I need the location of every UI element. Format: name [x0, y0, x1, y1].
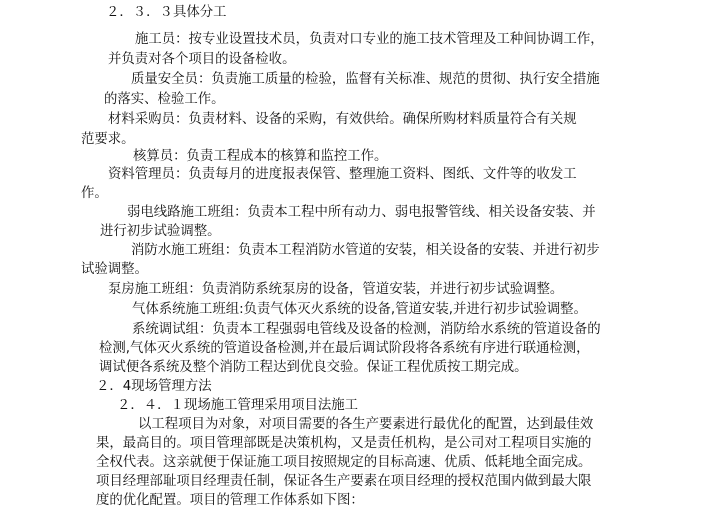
pump-room-team-line-1: 泵房施工班组：负责消防系统泵房的设备，管道安装，并进行初步试验调整。	[108, 282, 564, 297]
gas-system-team-line-1: 气体系统施工班组:负责气体灭火系统的设备,管道安装,并进行初步试验调整。	[132, 302, 587, 317]
quality-safety-line-2: 的落实、检验工作。	[104, 92, 225, 107]
commissioning-team-line-3: 调试便各系统及整个消防工程达到优良交验。保证工程优质按工期完成。	[99, 360, 528, 375]
accountant-line-1: 核算员：负责工程成本的核算和监控工作。	[133, 149, 388, 164]
weak-current-team-line-1: 弱电线路施工班组：负责本工程中所有动力、弱电报警管线、相关设备安装、并	[127, 205, 596, 220]
fire-water-team-line-2: 试验调整。	[81, 262, 148, 277]
document-manager-line-1: 资料管理员：负责每月的进度报表保管、整理施工资料、图纸、文件等的收发工	[108, 167, 577, 182]
project-method-line-5: 度的优化配置。项目的管理工作体系如下图：	[96, 493, 364, 508]
section-heading-2-4: ２．4现场管理方法	[96, 379, 212, 394]
commissioning-team-line-2: 检测,气体灭火系统的管道设备检测,并在最后调试阶段将各系统有序进行联通检测，	[99, 341, 590, 356]
project-method-line-2: 果，最高目的。项目管理部既是决策机构，又是责任机构，是公司对工程项目实施的	[96, 436, 592, 451]
materials-buyer-line-2: 范要求。	[81, 132, 135, 147]
fire-water-team-line-1: 消防水施工班组：负责本工程消防水管道的安装，相关设备的安装、并进行初步	[131, 243, 600, 258]
construction-staff-line-1: 施工员：按专业设置技术员，负责对口专业的施工技术管理及工种间协调工作，	[135, 32, 604, 47]
project-method-line-3: 全权代表。这亲就便于保证施工项目按照规定的目标高速、优质、低耗地全面完成。	[96, 455, 592, 470]
commissioning-team-line-1: 系统调试组：负责本工程强弱电管线及设备的检测，消防给水系统的管道设备的	[132, 322, 601, 337]
weak-current-team-line-2: 进行初步试验调整。	[100, 224, 221, 239]
project-method-line-1: 以工程项目为对象，对项目需要的各生产要素进行最优化的配置，达到最佳效	[138, 417, 594, 432]
section-heading-2-4-1: ２．４．１现场施工管理采用项目法施工	[117, 398, 359, 413]
project-method-line-4: 项目经理部耻项目经理责任制，保证各生产要素在项目经理的授权范围内做到最大限	[96, 474, 592, 489]
quality-safety-line-1: 质量安全员：负责施工质量的检验，监督有关标准、规范的贯彻、执行安全措施	[131, 72, 600, 87]
construction-staff-line-2: 并负责对各个项目的设备检收。	[108, 52, 296, 67]
section-heading-2-3-3: ２．３．３具体分工	[106, 5, 227, 20]
materials-buyer-line-1: 材料采购员：负责材料、设备的采购，有效供给。确保所购材料质量符合有关规	[108, 112, 577, 127]
document-manager-line-2: 作。	[81, 186, 108, 201]
